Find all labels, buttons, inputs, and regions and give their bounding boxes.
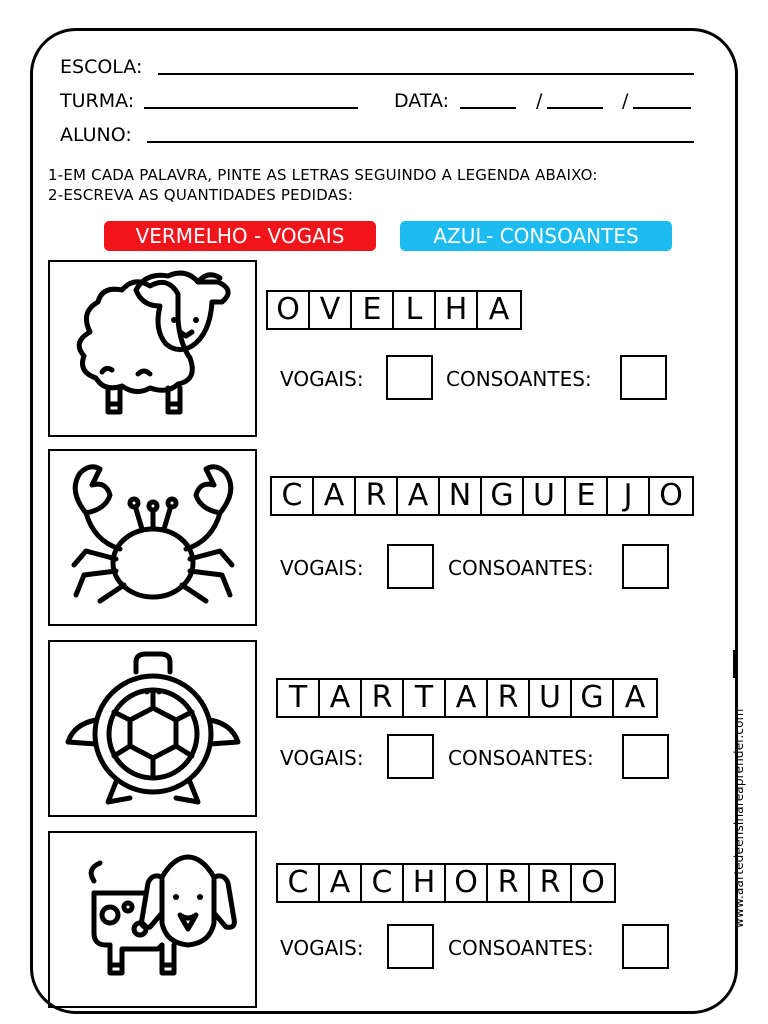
letter-cell[interactable]: C [278,865,320,901]
vowels-label: VOGAIS: [280,936,364,960]
crab-picture [48,449,257,626]
consonants-label: CONSOANTES: [446,367,592,391]
letter-cell[interactable]: A [398,478,440,514]
vowels-label: VOGAIS: [280,556,364,580]
letter-cell[interactable]: A [446,680,488,716]
vowels-count-box[interactable] [387,924,434,969]
class-line[interactable] [144,107,358,109]
instruction-2: 2-ESCREVA AS QUANTIDADES PEDIDAS: [48,186,354,204]
consonants-count-box[interactable] [620,355,667,400]
letter-cell[interactable]: C [272,478,314,514]
letter-cell[interactable]: R [530,865,572,901]
letter-cell[interactable]: U [524,478,566,514]
letter-cell[interactable]: A [314,478,356,514]
consonants-count-box[interactable] [622,544,669,589]
dog-icon [50,833,255,1006]
turtle-picture [48,640,257,817]
consonants-label: CONSOANTES: [448,936,594,960]
instruction-1: 1-EM CADA PALAVRA, PINTE AS LETRAS SEGUINDO A LEGENDA ABAIXO: [48,166,598,184]
letter-cell[interactable]: R [362,680,404,716]
letter-cell[interactable]: R [356,478,398,514]
class-label: TURMA: [60,90,135,112]
legend-consonants: AZUL- CONSOANTES [400,221,672,251]
word-tartaruga [276,678,658,718]
consonants-count-box[interactable] [622,734,669,779]
date-month-line[interactable] [547,107,603,109]
letter-cell[interactable]: O [446,865,488,901]
letter-cell[interactable]: U [530,680,572,716]
letter-cell[interactable]: H [436,292,478,328]
letter-cell[interactable]: G [572,680,614,716]
letter-cell[interactable]: A [320,680,362,716]
word-ovelha [266,290,522,330]
school-line[interactable] [158,73,694,75]
vowels-label: VOGAIS: [280,746,364,770]
legend-vowels: VERMELHO - VOGAIS [104,221,376,251]
consonants-count-box[interactable] [622,924,669,969]
letter-cell[interactable]: L [394,292,436,328]
turtle-icon [50,642,255,815]
letter-cell[interactable]: H [404,865,446,901]
vowels-label: VOGAIS: [280,367,364,391]
letter-cell[interactable]: T [278,680,320,716]
letter-cell[interactable]: G [482,478,524,514]
vowels-count-box[interactable] [387,734,434,779]
site-credit: www.aartedeensinareaprender.com [732,708,746,928]
letter-cell[interactable]: T [404,680,446,716]
school-label: ESCOLA: [60,56,143,78]
letter-cell[interactable]: J [608,478,650,514]
word-cachorro [276,863,616,903]
date-separator: / [622,90,629,112]
letter-cell[interactable]: A [320,865,362,901]
letter-cell[interactable]: R [488,680,530,716]
credit-divider [733,650,735,678]
dog-picture [48,831,257,1008]
student-label: ALUNO: [60,124,132,146]
vowels-count-box[interactable] [386,355,433,400]
date-label: DATA: [394,90,450,112]
vowels-count-box[interactable] [387,544,434,589]
letter-cell[interactable]: A [624,680,646,715]
date-year-line[interactable] [633,107,691,109]
date-day-line[interactable] [460,107,516,109]
consonants-label: CONSOANTES: [448,556,594,580]
letter-cell[interactable]: R [488,865,530,901]
consonants-label: CONSOANTES: [448,746,594,770]
date-separator: / [536,90,543,112]
letter-cell[interactable]: O [268,292,310,328]
letter-cell[interactable]: E [352,292,394,328]
letter-cell[interactable]: O [659,478,683,513]
crab-icon [50,451,255,624]
letter-cell[interactable]: O [581,865,605,900]
letter-cell[interactable]: A [488,292,510,327]
letter-cell[interactable]: N [440,478,482,514]
letter-cell[interactable]: E [566,478,608,514]
sheep-icon [50,262,255,435]
word-caranguejo [270,476,694,516]
letter-cell[interactable]: C [362,865,404,901]
letter-cell[interactable]: V [310,292,352,328]
student-line[interactable] [147,141,694,143]
sheep-picture [48,260,257,437]
